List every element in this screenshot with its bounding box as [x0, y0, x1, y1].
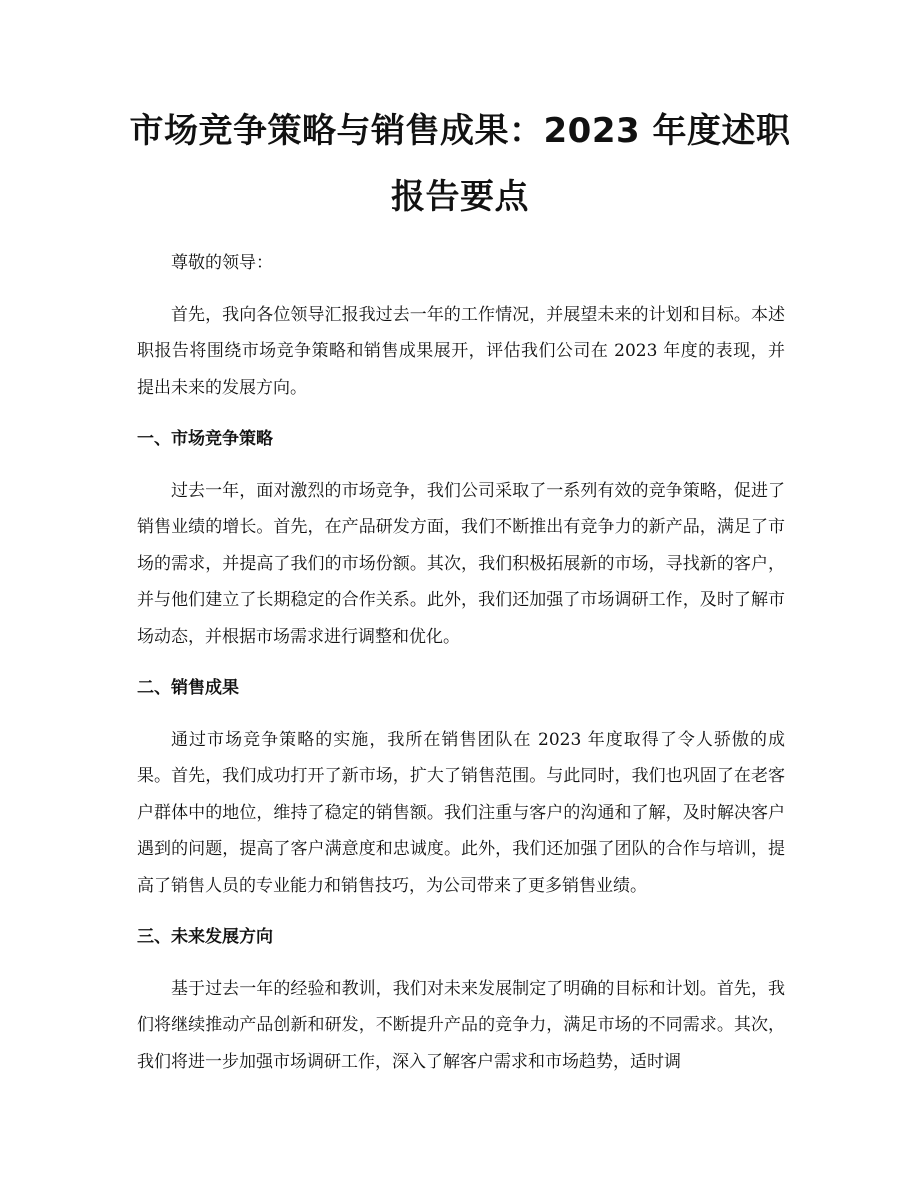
salutation: 尊敬的领导： [171, 253, 273, 273]
section-body-strategy: 过去一年，面对激烈的市场竞争，我们公司采取了一系列有效的竞争策略，促进了销售业绩的增长。首先，在产品研发方面，我们不断推出有竞争力的新产品，满足了市场的需求，并提高了我们的市场份额。其次，我们积极拓展新的市场，寻找新的客户，并与他们建立了长期稳定的合作关系。此外，我们还加强了市场调研工作，及时了解市场动态，并根据市场需求进行调整和优化。 [137, 480, 785, 647]
section-body-future: 基于过去一年的经验和教训，我们对未来发展制定了明确的目标和计划。首先，我们将继续推动产品创新和研发，不断提升产品的竞争力，满足市场的不同需求。其次，我们将进一步加强市场调研工作，深入了解客户需求和市场趋势，适时调 [137, 978, 785, 1072]
section-heading-strategy: 一、市场竞争策略 [137, 429, 273, 449]
document-title: 市场竞争策略与销售成果：2023 年度述职报告要点 [129, 111, 791, 217]
intro-paragraph: 首先，我向各位领导汇报我过去一年的工作情况，并展望未来的计划和目标。本述职报告将围绕市场竞争策略和销售成果展开，评估我们公司在 2023 年度的表现，并提出未来的发展方向。 [137, 304, 785, 398]
section-heading-future: 三、未来发展方向 [137, 927, 273, 947]
section-body-sales: 通过市场竞争策略的实施，我所在销售团队在 2023 年度取得了令人骄傲的成果。首先，我们成功打开了新市场，扩大了销售范围。与此同时，我们也巩固了在老客户群体中的地位，维持了稳定的销售额。我们注重与客户的沟通和了解，及时解决客户遇到的问题，提高了客户满意度和忠诚度。此外，我们还加强了团队的合作与培训，提高了销售人员的专业能力和销售技巧，为公司带来了更多销售业绩。 [137, 729, 785, 896]
section-heading-sales: 二、销售成果 [137, 678, 239, 698]
document-body [137, 245, 785, 1095]
